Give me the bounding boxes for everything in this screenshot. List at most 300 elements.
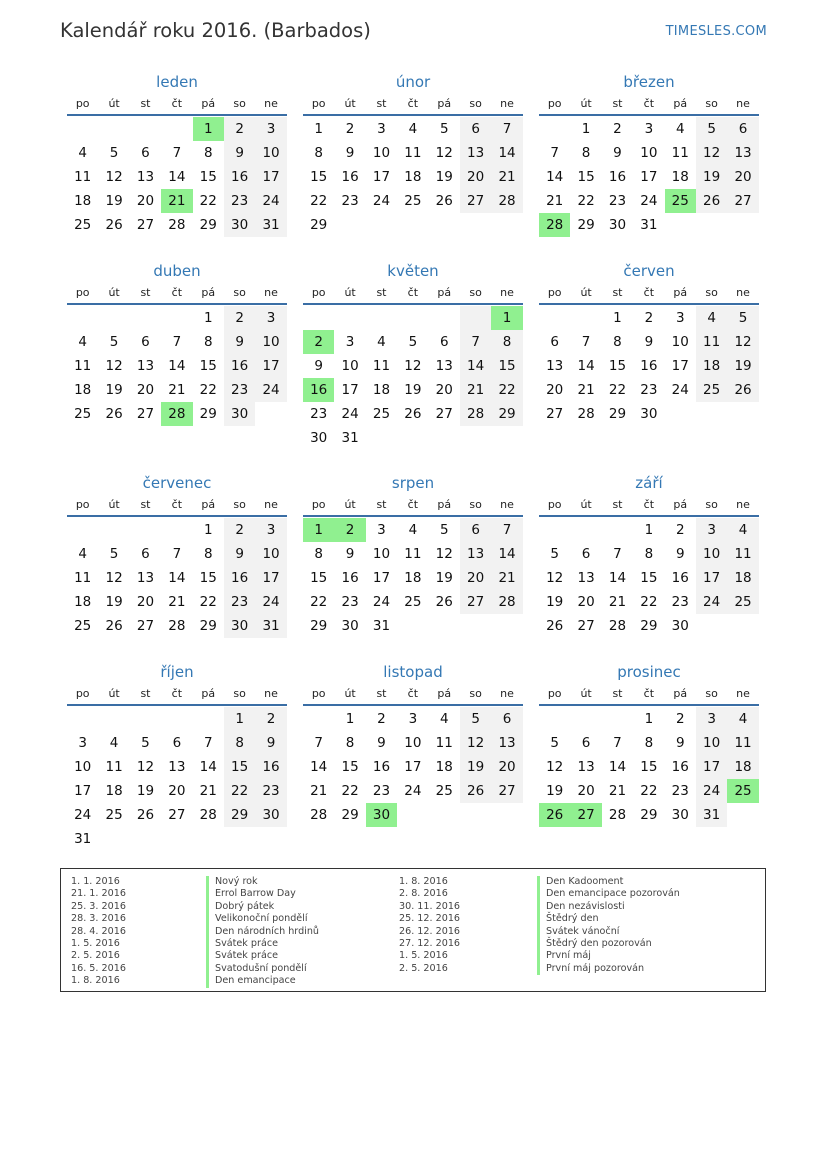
day-cell: 12 xyxy=(435,546,453,562)
weekday-label: pá xyxy=(201,286,216,299)
weekday-label: ne xyxy=(500,687,514,700)
day-cell: 9 xyxy=(224,542,255,566)
day-cell: 25 xyxy=(372,406,391,422)
day-cell: 23 xyxy=(255,779,286,803)
day-cell: 27 xyxy=(435,406,453,422)
month-title: květen xyxy=(387,262,439,280)
day-cell: 24 xyxy=(372,594,391,610)
day-cell: 23 xyxy=(224,189,255,213)
day-cell: 1 xyxy=(644,522,654,538)
day-cell: 19 xyxy=(404,382,422,398)
day-cell: 11 xyxy=(696,330,727,354)
legend-holiday-name: Dobrý pátek xyxy=(206,901,319,913)
weekday-header xyxy=(303,286,523,305)
month-7 xyxy=(67,472,287,638)
day-cell: 20 xyxy=(460,165,491,189)
day-cell: 22 xyxy=(640,783,658,799)
legend-names-right xyxy=(537,876,680,975)
day-cell: 7 xyxy=(172,334,182,350)
day-cell: 3 xyxy=(255,518,286,542)
day-cell: 11 xyxy=(404,145,422,161)
day-cell: 3 xyxy=(345,334,355,350)
day-cell: 22 xyxy=(341,783,359,799)
legend-dates-right xyxy=(399,876,460,975)
legend-date: 28. 3. 2016 xyxy=(71,913,126,925)
holiday-day: 25 xyxy=(665,189,696,213)
day-cell: 9 xyxy=(224,141,255,165)
day-cell: 22 xyxy=(640,594,658,610)
day-cell: 3 xyxy=(377,121,386,137)
day-cell: 31 xyxy=(74,831,92,847)
day-cell: 10 xyxy=(404,735,422,751)
day-cell: 6 xyxy=(141,546,150,562)
day-cell: 4 xyxy=(439,711,449,727)
day-cell: 22 xyxy=(199,594,217,610)
day-cell: 6 xyxy=(491,707,522,731)
day-cell: 29 xyxy=(608,406,627,422)
day-cell: 6 xyxy=(141,334,150,350)
day-grid xyxy=(303,518,523,638)
empty-cell xyxy=(98,518,129,542)
day-cell: 4 xyxy=(727,707,758,731)
weekday-label: po xyxy=(311,286,326,299)
day-cell: 16 xyxy=(640,358,658,374)
day-cell: 27 xyxy=(577,618,595,634)
day-cell: 20 xyxy=(136,382,155,398)
day-cell: 13 xyxy=(136,169,155,185)
day-cell: 19 xyxy=(435,169,453,185)
weekday-label: pá xyxy=(201,687,216,700)
legend-date: 1. 5. 2016 xyxy=(71,938,120,950)
day-cell: 19 xyxy=(546,594,564,610)
day-cell: 14 xyxy=(168,570,186,586)
weekday-label: st xyxy=(376,97,387,110)
holiday-day: 2 xyxy=(303,330,334,354)
day-cell: 23 xyxy=(640,382,658,398)
legend-holiday-name: Velikonoční pondělí xyxy=(206,913,319,925)
day-cell: 13 xyxy=(577,759,595,775)
weekday-label: po xyxy=(75,687,90,700)
day-cell: 31 xyxy=(640,217,658,233)
day-cell: 2 xyxy=(675,711,685,727)
weekday-header xyxy=(539,286,759,305)
day-cell: 17 xyxy=(255,354,286,378)
day-cell: 17 xyxy=(696,755,727,779)
weekday-label: st xyxy=(376,286,387,299)
legend-holiday-name: První máj pozorován xyxy=(537,963,680,975)
day-cell: 29 xyxy=(640,618,658,634)
day-cell: 21 xyxy=(168,382,186,398)
day-cell: 3 xyxy=(696,518,727,542)
day-cell: 15 xyxy=(310,169,328,185)
legend-holiday-name: Svátek vánoční xyxy=(537,926,680,938)
day-cell: 5 xyxy=(460,707,491,731)
day-cell: 10 xyxy=(372,546,391,562)
day-cell: 7 xyxy=(172,546,182,562)
legend-date: 25. 12. 2016 xyxy=(399,913,461,925)
weekday-label: ne xyxy=(500,498,514,511)
weekday-label: so xyxy=(705,97,718,110)
day-cell: 22 xyxy=(199,193,217,209)
empty-cell xyxy=(130,707,161,731)
day-cell: 4 xyxy=(408,522,418,538)
day-cell: 13 xyxy=(435,358,453,374)
day-cell: 24 xyxy=(255,590,286,614)
day-cell: 15 xyxy=(491,354,522,378)
weekday-label: čt xyxy=(407,97,419,110)
day-cell: 11 xyxy=(671,145,689,161)
empty-cell xyxy=(98,707,129,731)
day-cell: 23 xyxy=(372,783,391,799)
holiday-day: 1 xyxy=(491,306,522,330)
day-cell: 3 xyxy=(255,117,286,141)
month-title: březen xyxy=(623,73,675,91)
empty-cell xyxy=(397,306,428,330)
day-cell: 1 xyxy=(203,310,213,326)
day-cell: 16 xyxy=(671,570,689,586)
day-cell: 28 xyxy=(460,402,491,426)
day-cell: 25 xyxy=(696,378,727,402)
day-cell: 16 xyxy=(608,169,627,185)
weekday-label: ne xyxy=(264,498,278,511)
day-cell: 14 xyxy=(608,570,627,586)
day-cell: 7 xyxy=(203,735,213,751)
day-cell: 25 xyxy=(74,618,92,634)
weekday-label: čt xyxy=(171,498,183,511)
day-cell: 7 xyxy=(172,145,182,161)
day-cell: 28 xyxy=(199,807,217,823)
day-cell: 19 xyxy=(105,193,123,209)
holiday-day: 25 xyxy=(727,779,758,803)
day-cell: 16 xyxy=(224,566,255,590)
day-cell: 18 xyxy=(435,759,453,775)
weekday-label: čt xyxy=(643,97,655,110)
day-cell: 3 xyxy=(78,735,87,751)
weekday-label: čt xyxy=(407,687,419,700)
day-cell: 12 xyxy=(696,141,727,165)
day-cell: 2 xyxy=(644,310,654,326)
holiday-legend xyxy=(60,868,766,992)
day-cell: 5 xyxy=(550,546,559,562)
day-cell: 12 xyxy=(404,358,422,374)
weekday-label: st xyxy=(140,97,151,110)
empty-cell xyxy=(303,707,334,731)
month-title: srpen xyxy=(391,474,435,492)
weekday-label: st xyxy=(376,498,387,511)
day-cell: 18 xyxy=(74,382,92,398)
day-cell: 24 xyxy=(255,189,286,213)
weekday-label: čt xyxy=(407,286,419,299)
day-cell: 30 xyxy=(224,402,255,426)
weekday-label: út xyxy=(580,286,592,299)
day-cell: 19 xyxy=(546,783,564,799)
empty-cell xyxy=(539,306,570,330)
empty-cell xyxy=(161,306,192,330)
day-cell: 19 xyxy=(727,354,758,378)
day-cell: 9 xyxy=(675,546,685,562)
weekday-label: čt xyxy=(643,286,655,299)
weekday-label: so xyxy=(233,687,246,700)
day-cell: 23 xyxy=(224,590,255,614)
legend-date: 2. 5. 2016 xyxy=(399,962,448,974)
day-cell: 2 xyxy=(345,121,355,137)
legend-holiday-name: Den emancipace xyxy=(206,975,319,987)
day-cell: 8 xyxy=(203,546,213,562)
day-cell: 8 xyxy=(491,330,522,354)
weekday-label: so xyxy=(233,286,246,299)
day-cell: 10 xyxy=(696,731,727,755)
weekday-label: ne xyxy=(736,687,750,700)
day-cell: 8 xyxy=(345,735,355,751)
day-cell: 25 xyxy=(105,807,123,823)
day-grid xyxy=(539,518,759,638)
day-cell: 2 xyxy=(224,306,255,330)
empty-cell xyxy=(303,306,334,330)
day-cell: 15 xyxy=(341,759,359,775)
day-cell: 13 xyxy=(546,358,564,374)
day-cell: 18 xyxy=(74,193,92,209)
day-cell: 13 xyxy=(577,570,595,586)
weekday-label: čt xyxy=(171,97,183,110)
weekday-label: po xyxy=(75,286,90,299)
empty-cell xyxy=(67,707,98,731)
day-cell: 6 xyxy=(460,117,491,141)
month-title: duben xyxy=(153,262,201,280)
weekday-label: ne xyxy=(736,286,750,299)
day-cell: 13 xyxy=(460,542,491,566)
day-cell: 14 xyxy=(460,354,491,378)
day-cell: 22 xyxy=(310,193,328,209)
weekday-label: st xyxy=(612,286,623,299)
day-cell: 10 xyxy=(255,141,286,165)
weekday-label: po xyxy=(547,286,562,299)
brand-link[interactable]: TIMESLES.COM xyxy=(665,24,767,39)
day-cell: 9 xyxy=(345,546,355,562)
day-cell: 26 xyxy=(460,779,491,803)
legend-holiday-name: Nový rok xyxy=(206,876,319,888)
holiday-day: 1 xyxy=(303,518,334,542)
day-cell: 29 xyxy=(491,402,522,426)
day-cell: 7 xyxy=(460,330,491,354)
day-cell: 8 xyxy=(203,145,213,161)
day-cell: 22 xyxy=(199,382,217,398)
legend-date: 27. 12. 2016 xyxy=(399,938,461,950)
legend-holiday-name: Štědrý den pozorován xyxy=(537,938,680,950)
day-cell: 6 xyxy=(141,145,150,161)
day-cell: 17 xyxy=(74,783,92,799)
day-cell: 24 xyxy=(404,783,422,799)
day-cell: 25 xyxy=(435,783,453,799)
day-cell: 9 xyxy=(644,334,654,350)
day-cell: 30 xyxy=(310,430,328,446)
day-cell: 26 xyxy=(404,406,422,422)
holiday-day: 26 xyxy=(539,803,570,827)
day-cell: 7 xyxy=(491,518,522,542)
day-cell: 15 xyxy=(199,570,217,586)
day-cell: 27 xyxy=(460,189,491,213)
day-cell: 16 xyxy=(341,570,359,586)
day-cell: 24 xyxy=(671,382,689,398)
day-cell: 13 xyxy=(727,141,758,165)
month-2 xyxy=(303,71,523,237)
weekday-label: pá xyxy=(437,97,452,110)
day-cell: 12 xyxy=(727,330,758,354)
weekday-label: pá xyxy=(437,687,452,700)
day-cell: 31 xyxy=(255,213,286,237)
day-cell: 28 xyxy=(577,406,595,422)
day-cell: 21 xyxy=(608,783,627,799)
day-cell: 8 xyxy=(203,334,213,350)
weekday-label: st xyxy=(612,687,623,700)
holiday-day: 21 xyxy=(161,189,192,213)
empty-cell xyxy=(98,306,129,330)
day-cell: 14 xyxy=(491,141,522,165)
day-cell: 26 xyxy=(105,618,123,634)
day-cell: 19 xyxy=(435,570,453,586)
weekday-label: ne xyxy=(500,97,514,110)
day-cell: 29 xyxy=(310,618,328,634)
day-cell: 28 xyxy=(491,189,522,213)
day-cell: 3 xyxy=(696,707,727,731)
day-cell: 30 xyxy=(608,217,627,233)
day-cell: 7 xyxy=(491,117,522,141)
weekday-header xyxy=(303,97,523,116)
day-cell: 21 xyxy=(491,165,522,189)
weekday-label: po xyxy=(311,97,326,110)
day-cell: 2 xyxy=(377,711,386,727)
day-grid xyxy=(303,117,523,237)
day-cell: 9 xyxy=(377,735,386,751)
day-cell: 17 xyxy=(640,169,658,185)
day-cell: 18 xyxy=(74,594,92,610)
day-cell: 2 xyxy=(224,518,255,542)
weekday-label: po xyxy=(547,498,562,511)
day-cell: 20 xyxy=(546,382,564,398)
day-cell: 4 xyxy=(377,334,386,350)
day-cell: 17 xyxy=(404,759,422,775)
empty-cell xyxy=(334,306,365,330)
weekday-label: ne xyxy=(736,498,750,511)
day-cell: 9 xyxy=(613,145,622,161)
day-cell: 24 xyxy=(372,193,391,209)
weekday-label: so xyxy=(233,498,246,511)
day-cell: 20 xyxy=(136,193,155,209)
day-cell: 22 xyxy=(577,193,595,209)
empty-cell xyxy=(570,306,601,330)
day-grid xyxy=(539,117,759,237)
day-cell: 20 xyxy=(435,382,453,398)
weekday-label: pá xyxy=(437,498,452,511)
day-grid xyxy=(539,707,759,827)
weekday-label: út xyxy=(580,498,592,511)
day-cell: 26 xyxy=(435,193,453,209)
day-cell: 1 xyxy=(581,121,591,137)
day-cell: 12 xyxy=(105,570,123,586)
day-cell: 24 xyxy=(341,406,359,422)
day-cell: 15 xyxy=(199,358,217,374)
day-cell: 14 xyxy=(546,169,564,185)
day-cell: 9 xyxy=(675,735,685,751)
day-cell: 28 xyxy=(168,618,186,634)
day-cell: 4 xyxy=(727,518,758,542)
day-grid xyxy=(303,707,523,827)
day-cell: 14 xyxy=(199,759,217,775)
legend-holiday-name: Den nezávislosti xyxy=(537,901,680,913)
holiday-day: 28 xyxy=(539,213,570,237)
day-cell: 20 xyxy=(460,566,491,590)
empty-cell xyxy=(602,518,633,542)
day-cell: 5 xyxy=(109,334,119,350)
empty-cell xyxy=(161,518,192,542)
day-cell: 18 xyxy=(696,354,727,378)
day-cell: 15 xyxy=(199,169,217,185)
empty-cell xyxy=(539,707,570,731)
day-cell: 15 xyxy=(640,570,658,586)
holiday-day: 28 xyxy=(161,402,192,426)
weekday-label: po xyxy=(311,687,326,700)
day-cell: 10 xyxy=(74,759,92,775)
day-cell: 29 xyxy=(224,803,255,827)
day-cell: 4 xyxy=(78,546,87,562)
day-cell: 20 xyxy=(727,165,758,189)
day-cell: 11 xyxy=(105,759,123,775)
day-cell: 13 xyxy=(136,358,155,374)
holiday-day: 16 xyxy=(303,378,334,402)
weekday-label: út xyxy=(344,286,356,299)
day-cell: 6 xyxy=(439,334,449,350)
weekday-label: so xyxy=(233,97,246,110)
day-cell: 21 xyxy=(577,382,595,398)
day-cell: 10 xyxy=(696,542,727,566)
weekday-header xyxy=(539,498,759,517)
weekday-label: st xyxy=(140,498,151,511)
holiday-day: 30 xyxy=(366,803,397,827)
month-title: únor xyxy=(395,73,431,91)
day-cell: 23 xyxy=(310,406,328,422)
weekday-label: po xyxy=(311,498,326,511)
day-cell: 10 xyxy=(255,542,286,566)
empty-cell xyxy=(570,707,601,731)
empty-cell xyxy=(570,518,601,542)
day-cell: 27 xyxy=(460,590,491,614)
month-12 xyxy=(539,661,759,827)
month-title: září xyxy=(635,474,663,492)
legend-holiday-name: První máj xyxy=(537,950,680,962)
day-cell: 25 xyxy=(404,193,422,209)
weekday-label: pá xyxy=(437,286,452,299)
day-cell: 21 xyxy=(310,783,328,799)
legend-date: 1. 8. 2016 xyxy=(399,876,448,887)
day-cell: 18 xyxy=(404,570,422,586)
day-cell: 17 xyxy=(255,165,286,189)
day-cell: 9 xyxy=(224,330,255,354)
day-cell: 21 xyxy=(491,566,522,590)
day-cell: 4 xyxy=(675,121,685,137)
day-cell: 13 xyxy=(168,759,186,775)
day-cell: 27 xyxy=(136,217,155,233)
weekday-label: út xyxy=(108,286,120,299)
day-cell: 22 xyxy=(491,378,522,402)
weekday-label: út xyxy=(108,498,120,511)
weekday-label: út xyxy=(344,687,356,700)
day-cell: 16 xyxy=(224,165,255,189)
day-cell: 11 xyxy=(727,542,758,566)
day-cell: 31 xyxy=(696,803,727,827)
day-cell: 16 xyxy=(224,354,255,378)
day-cell: 4 xyxy=(109,735,119,751)
weekday-label: út xyxy=(344,498,356,511)
day-cell: 24 xyxy=(696,779,727,803)
